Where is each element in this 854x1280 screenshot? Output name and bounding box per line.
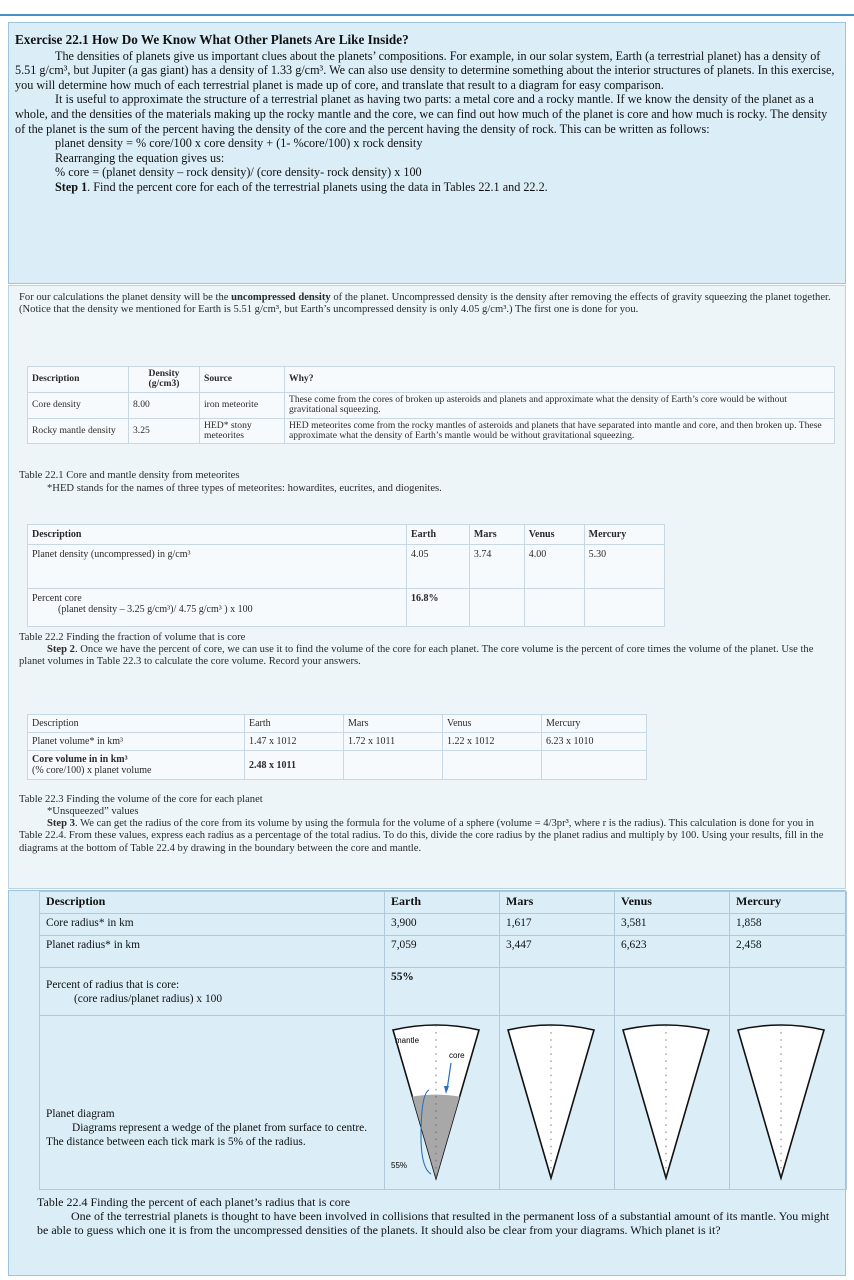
col-earth: Earth (385, 892, 500, 914)
cell: 5.30 (584, 545, 664, 589)
earth-wedge (391, 1018, 481, 1183)
table-22-4-panel (8, 890, 846, 1276)
col-earth: Earth (407, 525, 470, 545)
cell: Rocky mantle density (28, 418, 129, 444)
col-why: Why? (285, 367, 835, 393)
table-row (28, 418, 835, 444)
caption-22-1: Table 22.1 Core and mantle density from meteorites (19, 470, 240, 481)
cell (443, 751, 542, 780)
venus-wedge-outline (623, 1025, 709, 1178)
venus-wedge (621, 1018, 711, 1183)
table-row (40, 1016, 847, 1190)
cell: 4.05 (407, 545, 470, 589)
percent-radius-label: Percent of radius that is core: (46, 978, 180, 991)
mercury-wedge-outline (738, 1025, 824, 1178)
cell (500, 968, 615, 1016)
caption-22-2: Table 22.2 Finding the fraction of volume that is core (19, 632, 246, 643)
cell: iron meteorite (200, 392, 285, 418)
para-bold: uncompressed density (231, 292, 331, 303)
col-description: Description (28, 715, 245, 733)
earth-diagram-cell (385, 1016, 500, 1190)
cell: 16.8% (407, 589, 470, 627)
mars-diagram-cell (500, 1016, 615, 1190)
cell: 1.72 x 1011 (344, 733, 443, 751)
col-mars: Mars (500, 892, 615, 914)
para-part-a: For our calculations the planet density will be the (19, 292, 232, 303)
cell: These come from the cores of broken up asteroids and planets and approximate what the density of Earth’s core would be without gravitational squeezing. (285, 392, 835, 418)
col-mars: Mars (469, 525, 524, 545)
percent-radius-formula: (core radius/planet radius) x 100 (74, 992, 223, 1005)
step-2-text: . Once we have the percent of core, we can use it to find the volume of the core for each planet. The core volume is the percent of core times the volume of the planet. Use the planet volumes in Table 22.3 to calculate the core volume. Record your answers. (19, 644, 814, 668)
col-venus: Venus (443, 715, 542, 733)
step-2-label: Step 2 (47, 644, 75, 655)
cell: 1,617 (500, 914, 615, 936)
cell: 3.74 (469, 545, 524, 589)
cell (28, 589, 407, 627)
core-volume-label: Core volume in in km³ (32, 754, 128, 765)
cell: 6.23 x 1010 (542, 733, 647, 751)
core-label: core (449, 1051, 465, 1060)
core-volume-sub: (% core/100) x planet volume (32, 765, 152, 776)
percent-core-label: Percent core (32, 593, 82, 604)
table-22-2 (27, 524, 665, 627)
mercury-diagram-cell (730, 1016, 847, 1190)
col-mercury: Mercury (730, 892, 847, 914)
table-22-1 (27, 366, 835, 444)
intro-panel (8, 22, 846, 284)
planet-diagram-desc: Diagrams represent a wedge of the planet from surface to centre. The distance between each tick mark is 5% of the radius. (46, 1121, 368, 1148)
cell: 2.48 x 1011 (245, 751, 344, 780)
percent-label: 55% (391, 1161, 408, 1170)
mars-wedge (506, 1018, 596, 1183)
cell: 55% (385, 968, 500, 1016)
caption-22-3-note: *Unsqueezed” values (47, 806, 139, 817)
mercury-wedge (736, 1018, 826, 1183)
uncompressed-paragraph (19, 292, 835, 317)
cell: 1,858 (730, 914, 847, 936)
equation-2: Rearranging the equation gives us: (55, 150, 225, 165)
cell: 3,447 (500, 936, 615, 968)
tables-panel (8, 285, 846, 889)
col-earth: Earth (245, 715, 344, 733)
table-row (40, 936, 847, 968)
venus-diagram-cell (615, 1016, 730, 1190)
exercise-title: Exercise 22.1 How Do We Know What Other Planets Are Like Inside? (15, 32, 409, 47)
caption-22-3: Table 22.3 Finding the volume of the core for each planet (19, 794, 263, 805)
equation-3: % core = (planet density – rock density)/ (core density- rock density) x 100 (55, 165, 422, 180)
cell (615, 968, 730, 1016)
closing-question: One of the terrestrial planets is thought to have been involved in collisions that resulted in the permanent loss of a substantial amount of its mantle. You might be able to guess which one it is from the uncompressed densities of the planets. It should also be clear from your diagrams. Which planet is it? (37, 1209, 830, 1237)
step-3-text: . We can get the radius of the core from its volume by using the formula for the volume of a sphere (volume = 4/3pr³, where r is the radius). This calculation is done for you in Table 22.4. From these values, express each radius as a percentage of the total radius. To do this, divide the core radius by the planet radius and multiply by 100. Using your results, fill in the diagrams at the bottom of Table 22.4 by drawing in the boundary between the core and mantle. (19, 818, 824, 854)
table-header-row (28, 525, 665, 545)
mars-wedge-outline (508, 1025, 594, 1178)
cell: Planet volume* in km³ (28, 733, 245, 751)
cell (469, 589, 524, 627)
table-row (28, 545, 665, 589)
cell: 7,059 (385, 936, 500, 968)
col-mercury: Mercury (584, 525, 664, 545)
col-venus: Venus (615, 892, 730, 914)
table-row (40, 914, 847, 936)
cell (542, 751, 647, 780)
cell (584, 589, 664, 627)
cell: 3.25 (129, 418, 200, 444)
table-header-row (28, 715, 647, 733)
cell: 3,900 (385, 914, 500, 936)
cell (40, 968, 385, 1016)
cell (730, 968, 847, 1016)
top-divider (0, 14, 854, 16)
cell: Core density (28, 392, 129, 418)
col-mars: Mars (344, 715, 443, 733)
table-22-4 (39, 891, 847, 1190)
step-3-label: Step 3 (47, 818, 75, 829)
cell: 4.00 (524, 545, 584, 589)
col-source: Source (200, 367, 285, 393)
col-description: Description (40, 892, 385, 914)
closing-block (37, 1195, 835, 1237)
cell (524, 589, 584, 627)
cell: HED meteorites come from the rocky mantles of asteroids and planets that have separated into mantle and core, and then broken up. These approximate what the density of Earth’s mantle would be without gravitational squeezing. (285, 418, 835, 444)
cell (28, 751, 245, 780)
caption-22-4: Table 22.4 Finding the percent of each planet’s radius that is core (37, 1195, 351, 1209)
col-description: Description (28, 525, 407, 545)
earth-core-fill (412, 1095, 459, 1178)
col-description: Description (28, 367, 129, 393)
intro-paragraph-2: It is useful to approximate the structure of a terrestrial planet as having two parts: a metal core and a rocky mantle. If we know the density of the planet as a whole, and the densities of the materials making up the rocky mantle and the core, we can find out how much of the planet is core and how much is rocky. The density of the planet is the sum of the percent having the density of the core and the percent having the density of rock. This can be written as follows: (15, 92, 828, 136)
step-1 (15, 180, 839, 195)
table-row (28, 589, 665, 627)
cell (344, 751, 443, 780)
table-row (40, 968, 847, 1016)
cell: 6,623 (615, 936, 730, 968)
percent-core-formula: (planet density – 3.25 g/cm³)/ 4.75 g/cm³ ) x 100 (58, 604, 253, 615)
table-row (28, 392, 835, 418)
cell: Core radius* in km (40, 914, 385, 936)
cell: 2,458 (730, 936, 847, 968)
step-3 (19, 818, 837, 855)
cell (40, 1016, 385, 1190)
cell: Planet density (uncompressed) in g/cm³ (28, 545, 407, 589)
step-1-label: Step 1 (55, 179, 88, 194)
cell: Planet radius* in km (40, 936, 385, 968)
step-2 (19, 644, 837, 669)
table-22-3 (27, 714, 647, 780)
table-row (28, 751, 647, 780)
equation-1: planet density = % core/100 x core density + (1- %core/100) x rock density (55, 136, 423, 151)
para-part-b: of the planet. Uncompressed density is the density after removing the effects of gravity squeezing the planet together. (Notice that the density we mentioned for Earth is 5.51 g/cm³, but Earth’s uncompressed density is only 4.05 g/cm³.) The first one is done for you. (19, 292, 831, 316)
mantle-label: mantle (395, 1036, 420, 1045)
col-venus: Venus (524, 525, 584, 545)
col-mercury: Mercury (542, 715, 647, 733)
caption-22-1-note: *HED stands for the names of three types of meteorites: howardites, eucrites, and diogenites. (47, 483, 442, 494)
table-row (28, 733, 647, 751)
cell: 3,581 (615, 914, 730, 936)
intro-paragraph-1: The densities of planets give us important clues about the planets’ compositions. For example, in our solar system, Earth (a terrestrial planet) has a density of 5.51 g/cm³, but Jupiter (a gas giant) has a density of 1.33 g/cm³. We can also use density to determine something about the interior structures of planets. In this exercise, you will determine how much of each terrestrial planet is made up of core, and translate that result to a diagram for easy comparison. (15, 48, 835, 92)
col-density: Density (g/cm3) (129, 367, 200, 393)
table-header-row (40, 892, 847, 914)
cell: HED* stony meteorites (200, 418, 285, 444)
table-header-row (28, 367, 835, 393)
cell: 8.00 (129, 392, 200, 418)
cell: 1.47 x 1012 (245, 733, 344, 751)
cell: 1.22 x 1012 (443, 733, 542, 751)
planet-diagram-label: Planet diagram (46, 1107, 115, 1120)
step-1-text: . Find the percent core for each of the terrestrial planets using the data in Tables 22.1 and 22.2. (87, 179, 548, 194)
